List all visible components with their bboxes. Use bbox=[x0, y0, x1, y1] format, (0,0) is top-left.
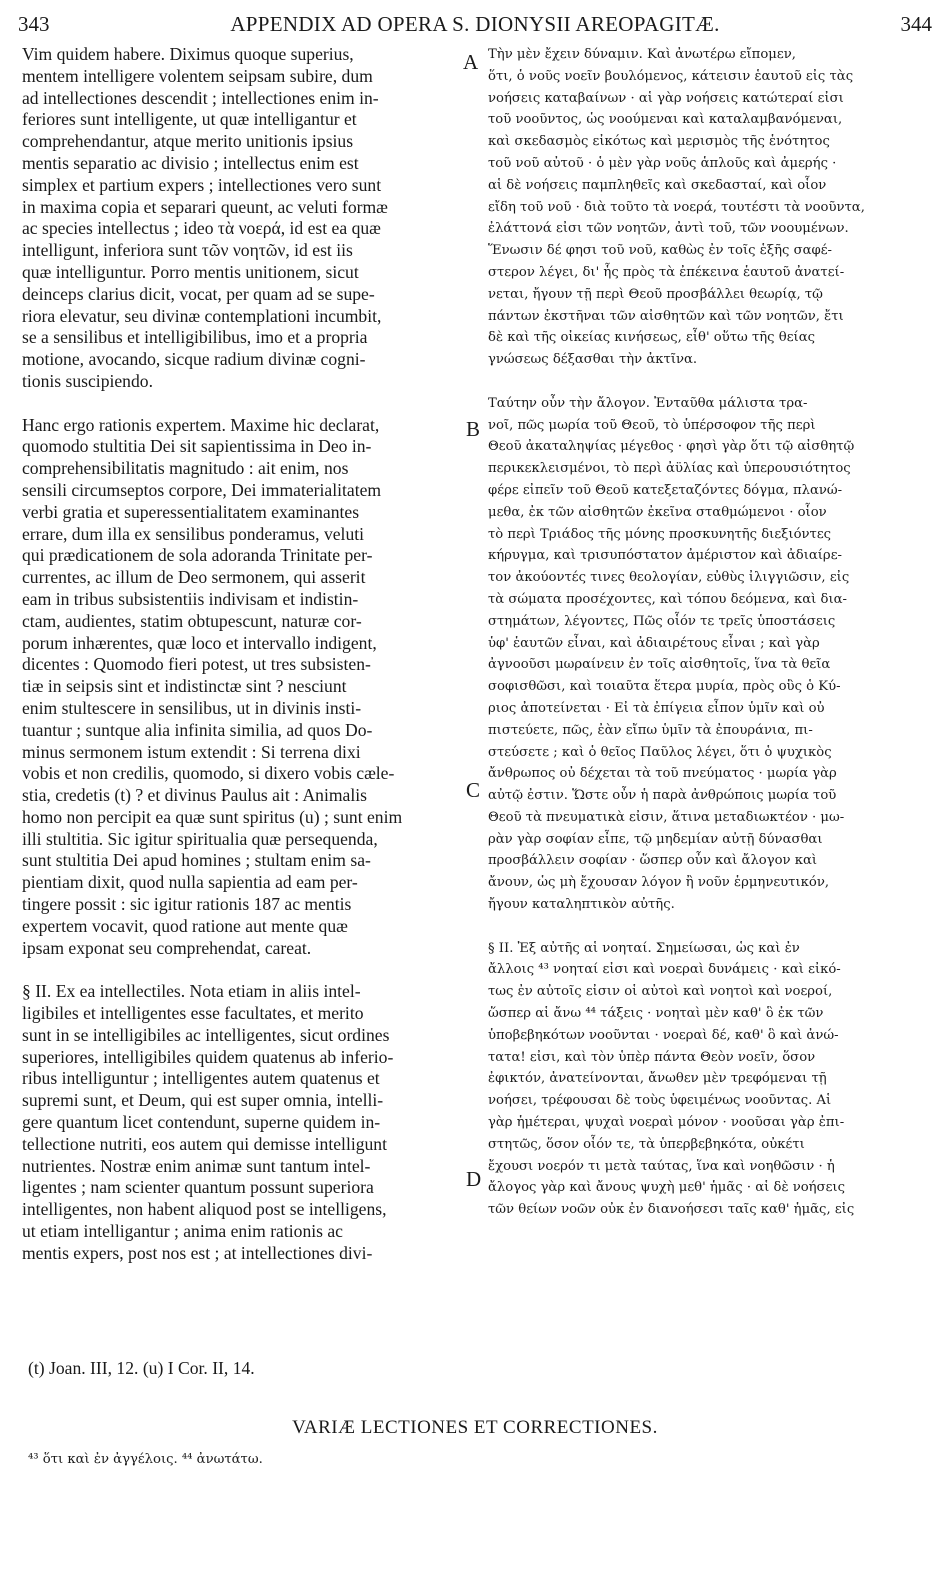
latin-line: enim stultescere in sensilibus, ut in divinis insti- bbox=[22, 697, 362, 718]
greek-line: τον ἀκούοντές τινες θεολογίαν, εὐθὺς ἰλιγγιῶσιν, εἰς bbox=[488, 570, 850, 586]
latin-line: ad intellectiones descendit ; intellectiones enim in- bbox=[22, 87, 379, 108]
greek-line: αὐτῷ ἐστιν. Ὥστε οὖν ἡ παρὰ ἀνθρώποις μωρία τοῦ bbox=[488, 788, 837, 804]
greek-line: τὰ σώματα προσέχοντες, καὶ τόπου δεόμενα, καὶ δια- bbox=[488, 591, 848, 607]
latin-line: porum inhærentes, quæ loco et intervallo indigent, bbox=[22, 632, 377, 653]
latin-line: se a sensilibus et intelligibilibus, imo et a propria bbox=[22, 327, 368, 348]
greek-column bbox=[488, 44, 936, 1221]
latin-line: pientiam dixit, quod nulla sapientia ad eam per- bbox=[22, 872, 358, 893]
latin-line: tionis suscipiendo. bbox=[22, 370, 153, 391]
latin-line: tiæ in seipsis sint et indistinctæ sint ? nesciunt bbox=[22, 676, 347, 697]
greek-line: τοῦ νοῦ αὐτοῦ · ὁ μὲν γὰρ νοῦς ἁπλοῦς καὶ ἀμερής · bbox=[488, 155, 837, 171]
latin-line: Vim quidem habere. Diximus quoque superius, bbox=[22, 44, 354, 64]
latin-line: ac species intellectus ; ideo τὰ νοερά, id est ea quæ bbox=[22, 218, 381, 239]
greek-line: πάντων ἐκστῆναι τῶν αἰσθητῶν καὶ τῶν νοητῶν, ἔτι bbox=[488, 308, 844, 324]
greek-line: στεύσετε ; καὶ ὁ θεῖος Παῦλος λέγει, ὅτι ὁ ψυχικὸς bbox=[488, 744, 832, 760]
latin-line: quomodo stultitia Dei sit sapientissima in Deo in- bbox=[22, 436, 372, 457]
latin-line: sunt in se intelligibiles ac intelligentes, sicut ordines bbox=[22, 1024, 390, 1045]
margin-letter-b: B bbox=[466, 417, 481, 441]
greek-line: πιστεύετε, πῶς, ἐὰν εἴπω ὑμῖν τὰ ἐπουράνια, πι- bbox=[488, 722, 813, 738]
greek-line: σοφισθῶσι, καὶ τοιαῦτα ἕτερα μυρία, πρὸς οὓς ὁ Κύ- bbox=[488, 679, 841, 695]
greek-line: περικεκλεισμένοι, τὸ περὶ ἀϋλίας καὶ ὑπερουσιότητος bbox=[488, 461, 851, 477]
latin-line: minus sermonem istum extendit : Si terrena dixi bbox=[22, 741, 361, 762]
page-number-right: 344 bbox=[900, 12, 932, 36]
greek-line: τοῦ νοοῦντος, ὡς νοούμεναι καὶ καταλαμβανόμεναι, bbox=[488, 112, 843, 128]
latin-line: § II. Ex ea intellectiles. Nota etiam in aliis intel- bbox=[22, 981, 361, 1002]
greek-line: εἴδη τοῦ νοῦ · διὰ τοῦτο τὰ νοερά, τουτέστι τὰ νοοῦντα, bbox=[488, 199, 865, 215]
greek-line: ὥσπερ αἱ ἄνω ⁴⁴ τάξεις · νοηταὶ μὲν καθ' ὃ ἐκ τῶν bbox=[488, 1006, 824, 1022]
greek-paragraph bbox=[488, 393, 936, 916]
greek-line: Ἕνωσιν δέ φησι τοῦ νοῦ, καθὼς ἐν τοῖς ἑξῆς σαφέ- bbox=[488, 243, 832, 259]
greek-line: κήρυγμα, καὶ τρισυπόστατον ἀμέριστον καὶ ἀδιαίρε- bbox=[488, 548, 842, 564]
greek-line: γνώσεως δέξασθαι τὴν ἀκτῖνα. bbox=[488, 352, 698, 368]
latin-line: feriores sunt intelligente, ut quæ intelligantur et bbox=[22, 109, 357, 130]
latin-line: in maxima copia et separari queunt, ac veluti formæ bbox=[22, 196, 388, 217]
margin-letter-c: C bbox=[466, 778, 481, 802]
greek-line: καὶ σκεδασμὸς εἰκότως καὶ μερισμὸς τῆς ἑνότητος bbox=[488, 134, 830, 150]
latin-line: tuantur ; suntque alia infinita similia, ad quos Do- bbox=[22, 719, 373, 740]
latin-line: ctam, audientes, statim obtupescunt, naturæ cor- bbox=[22, 610, 362, 631]
latin-line: tellectione nutriti, eos autem qui demisse intelligunt bbox=[22, 1133, 387, 1154]
latin-line: ligibiles et intelligentes esse facultates, et merito bbox=[22, 1003, 364, 1024]
latin-line: mentem intelligere volentem seipsam subire, dum bbox=[22, 65, 373, 86]
greek-line: ὑφ' ἑαυτῶν εἶναι, καὶ ἀδιαιρέτους εἶναι ; καὶ γὰρ bbox=[488, 635, 820, 651]
greek-line: δὲ καὶ τῆς οἰκείας κινήσεως, εἶθ' οὕτω τῆς θείας bbox=[488, 330, 815, 346]
latin-line: sunt stultitia Dei apud homines ; stultam enim sa- bbox=[22, 850, 371, 871]
greek-line: αἱ δὲ νοήσεις παμπληθεῖς καὶ σκεδασταί, καὶ οἷον bbox=[488, 177, 827, 193]
greek-paragraph bbox=[488, 44, 936, 371]
greek-line: στερον λέγει, δι' ἧς πρὸς τὰ ἐπέκεινα ἑαυτοῦ ἀνατεί- bbox=[488, 264, 845, 280]
latin-paragraph bbox=[22, 415, 458, 960]
greek-line: ἐφικτόν, ἀνατείνονται, ἄνωθεν μὲν τρεφόμεναι τῇ bbox=[488, 1071, 827, 1087]
greek-line: στητῶς, ὅσον οἷόν τε, τὰ ὑπερβεβηκότα, οὐκέτι bbox=[488, 1136, 805, 1152]
latin-line: qui prædicationem de sola adoranda Trinitate per- bbox=[22, 545, 373, 566]
latin-line: Hanc ergo rationis expertem. Maxime hic declarat, bbox=[22, 414, 380, 435]
greek-line: τατα! εἰσι, καὶ τὸν ὑπὲρ πάντα Θεὸν νοεῖν, ὅσον bbox=[488, 1049, 816, 1065]
latin-line: homo non percipit ea quæ sunt spiritus (u) ; sunt enim bbox=[22, 806, 403, 827]
greek-line: ἄλλοις ⁴³ νοηταί εἰσι καὶ νοεραὶ δυνάμεις · καὶ εἰκό- bbox=[488, 962, 841, 978]
greek-line: ριος ἀποτείνεται · Εἰ τὰ ἐπίγεια εἶπον ὑμῖν καὶ οὐ bbox=[488, 700, 825, 716]
greek-line: τῶν θείων νοῶν οὐκ ἐν διανοήσεσι ταῖς καθ' ἡμᾶς, εἰς bbox=[488, 1202, 855, 1218]
running-head bbox=[0, 12, 950, 40]
greek-line: γὰρ ἡμέτεραι, ψυχαὶ νοεραὶ μόνον · νοοῦσαι γὰρ ἐπι- bbox=[488, 1115, 845, 1131]
latin-line: motione, avocando, sicque radium divinæ cogni- bbox=[22, 349, 366, 370]
latin-paragraph bbox=[22, 44, 458, 393]
latin-line: superiores, intelligibiles quidem quatenus ab inferio- bbox=[22, 1046, 394, 1067]
latin-line: comprehensibilitatis magnitudo : ait enim, nos bbox=[22, 458, 349, 479]
greek-line: ὅτι, ὁ νοῦς νοεῖν βουλόμενος, κάτεισιν ἑαυτοῦ εἰς τὰς bbox=[488, 68, 854, 84]
greek-line: προσβάλλειν σοφίαν · ὥσπερ οὖν καὶ ἄλογον καὶ bbox=[488, 853, 818, 869]
latin-line: riora elevatur, seu divinæ contemplationi incumbit, bbox=[22, 305, 382, 326]
latin-paragraph bbox=[22, 981, 458, 1264]
footnotes: (t) Joan. III, 12. (u) I Cor. II, 14. bbox=[28, 1358, 255, 1378]
latin-line: supremi sunt, et Deum, qui est super omnia, intelli- bbox=[22, 1090, 384, 1111]
greek-line: νοήσεις καταβαίνων · αἱ γὰρ νοήσεις κατώτεραί εἰσι bbox=[488, 90, 844, 106]
greek-line: Ταύτην οὖν τὴν ἄλογον. Ἐνταῦθα μάλιστα τρα- bbox=[488, 395, 808, 411]
greek-line: Θεοῦ τὰ πνευματικὰ εἰσιν, ἅτινα μεταδιωκτέον · μω- bbox=[488, 809, 845, 825]
latin-line: nutrientes. Nostræ enim animæ sunt tantum intel- bbox=[22, 1155, 371, 1176]
latin-line: ligentes ; nam scienter quantum possunt superiora bbox=[22, 1177, 374, 1198]
latin-line: currentes, ac illum de Deo sermonem, qui asserit bbox=[22, 567, 366, 588]
latin-line: intelligentes, non habent aliquod post se intelligens, bbox=[22, 1199, 387, 1220]
latin-line: dicentes : Quomodo fieri potest, ut tres subsisten- bbox=[22, 654, 371, 675]
greek-line: ἄνθρωπος οὐ δέχεται τὰ τοῦ πνεύματος · μωρία γὰρ bbox=[488, 766, 837, 782]
margin-letter-d: D bbox=[466, 1167, 482, 1191]
greek-line: νεται, ἤγουν τῇ περὶ Θεοῦ προσβάλλει θεωρίᾳ, τῷ bbox=[488, 286, 823, 302]
greek-paragraph bbox=[488, 938, 936, 1221]
greek-line: ὑποβεβηκότων νοοῦνται · νοεραὶ δέ, καθ' ὃ καὶ ἀνώ- bbox=[488, 1027, 839, 1043]
latin-line: simplex et partium expers ; intellectiones vero sunt bbox=[22, 174, 382, 195]
latin-line: stia, credetis (t) ? et divinus Paulus ait : Animalis bbox=[22, 785, 367, 806]
latin-line: deinceps clarius dicit, vocat, per quam ad se supe- bbox=[22, 283, 375, 304]
latin-line: sensili circumseptos corpore, Dei immaterialitatem bbox=[22, 479, 382, 500]
greek-line: νοῖ, πῶς μωρία τοῦ Θεοῦ, τὸ ὑπέρσοφον τῆς περὶ bbox=[488, 417, 816, 433]
latin-line: intelligunt, inferiora sunt τῶν νοητῶν, id est iis bbox=[22, 240, 353, 261]
greek-line: νοήσει, τρέφουσαι δὲ τοὺς ὑφειμένως νοοῦντας. Αἱ bbox=[488, 1093, 832, 1109]
greek-line: Θεοῦ ἀκαταληψίας μέγεθος · φησὶ γὰρ ὅτι τῷ αἰσθητῷ bbox=[488, 439, 855, 455]
latin-line: expertem vocavit, quod ratione aut mente quæ bbox=[22, 915, 348, 936]
margin-letter-a: A bbox=[463, 50, 479, 74]
greek-line: § II. Ἐξ αὐτῆς αἱ νοηταί. Σημείωσαι, ὡς καὶ ἐν bbox=[488, 940, 800, 956]
page-number-left: 343 bbox=[18, 12, 50, 36]
greek-line: Τὴν μὲν ἔχειν δύναμιν. Καὶ ἀνωτέρω εἴπομεν, bbox=[488, 47, 796, 62]
greek-line: ἀγνοοῦσι μωραίνειν ἐν τοῖς αἰσθητοῖς, ἵνα τὰ θεῖα bbox=[488, 657, 831, 673]
greek-line: ἤγουν καταληπτικὸν αὐτῆς. bbox=[488, 897, 675, 913]
greek-line: τὸ περὶ Τριάδος τῆς μόνης προσκυνητῆς διεξιόντες bbox=[488, 526, 832, 542]
latin-line: errare, dum illa ex sensilibus ponderamus, veluti bbox=[22, 523, 365, 544]
latin-line: comprehendantur, atque merito unitionis ipsius bbox=[22, 131, 354, 152]
latin-column bbox=[22, 44, 458, 1265]
latin-line: ribus intelliguntur ; intelligentes autem quatenus et bbox=[22, 1068, 380, 1089]
greek-line: ἐλάττονά εἰσι τῶν νοητῶν, ἀντὶ τοῦ, τῶν νοουμένων. bbox=[488, 221, 849, 237]
greek-line: φέρε εἰπεῖν τοῦ Θεοῦ κατεξεταζόντες δόγμα, πλανώ- bbox=[488, 482, 843, 498]
latin-line: ut etiam intelligantur ; anima enim rationis ac bbox=[22, 1221, 343, 1242]
greek-line: μεθα, ἐκ τῶν αἰσθητῶν ἐκεῖνα σταθμώμενοι · οἷον bbox=[488, 504, 827, 520]
latin-line: mentis expers, post nos est ; at intellectiones divi- bbox=[22, 1242, 373, 1263]
greek-line: ἔχουσι νοερόν τι μετὰ ταύτας, ἵνα καὶ νοηθῶσιν · ἡ bbox=[488, 1158, 835, 1174]
variae-lectiones: ⁴³ ὅτι καὶ ἐν ἀγγέλοις. ⁴⁴ ἀνωτάτω. bbox=[28, 1452, 263, 1467]
greek-line: ρὰν γὰρ σοφίαν εἶπε, τῷ μηδεμίαν αὐτῇ δύνασθαι bbox=[488, 831, 823, 847]
latin-line: tingere possit : sic igitur rationis 187 ac mentis bbox=[22, 894, 352, 915]
latin-line: vobis et non credilis, quomodo, si dixero vobis cæle- bbox=[22, 763, 395, 784]
latin-line: verbi gratia et superessentialitatem examinantes bbox=[22, 501, 360, 522]
greek-line: ἄλογος γὰρ καὶ ἄνους ψυχὴ μεθ' ἡμᾶς · αἱ δὲ νοήσεις bbox=[488, 1180, 845, 1196]
variae-lectiones-heading: VARIÆ LECTIONES ET CORRECTIONES. bbox=[292, 1417, 658, 1438]
greek-line: τως ἐν αὐτοῖς εἰσιν οἱ αὐτοὶ καὶ νοητοὶ καὶ νοεροί, bbox=[488, 984, 833, 1000]
running-title: APPENDIX AD OPERA S. DIONYSII AREOPAGITÆ. bbox=[230, 12, 720, 36]
greek-line: ἄνουν, ὡς μὴ ἔχουσαν λόγον ἢ νοῦν ἑρμηνευτικόν, bbox=[488, 875, 830, 891]
latin-line: mentis separatio ac divisio ; intellectus enim est bbox=[22, 152, 359, 173]
latin-line: quæ intelliguntur. Porro mentis unitionem, sicut bbox=[22, 261, 359, 282]
greek-line: στημάτων, λέγοντες, Πῶς οἷόν τε τρεῖς ὑποστάσεις bbox=[488, 613, 836, 629]
latin-line: eam in tribus subsistentiis indivisam et indistin- bbox=[22, 588, 359, 609]
latin-line: illi stultitia. Sic igitur spiritualia quæ persequenda, bbox=[22, 828, 378, 849]
latin-line: gere quantum licet contendunt, superne quidem in- bbox=[22, 1112, 381, 1133]
latin-line: ipsam exponat seu comprehendat, careat. bbox=[22, 937, 312, 958]
